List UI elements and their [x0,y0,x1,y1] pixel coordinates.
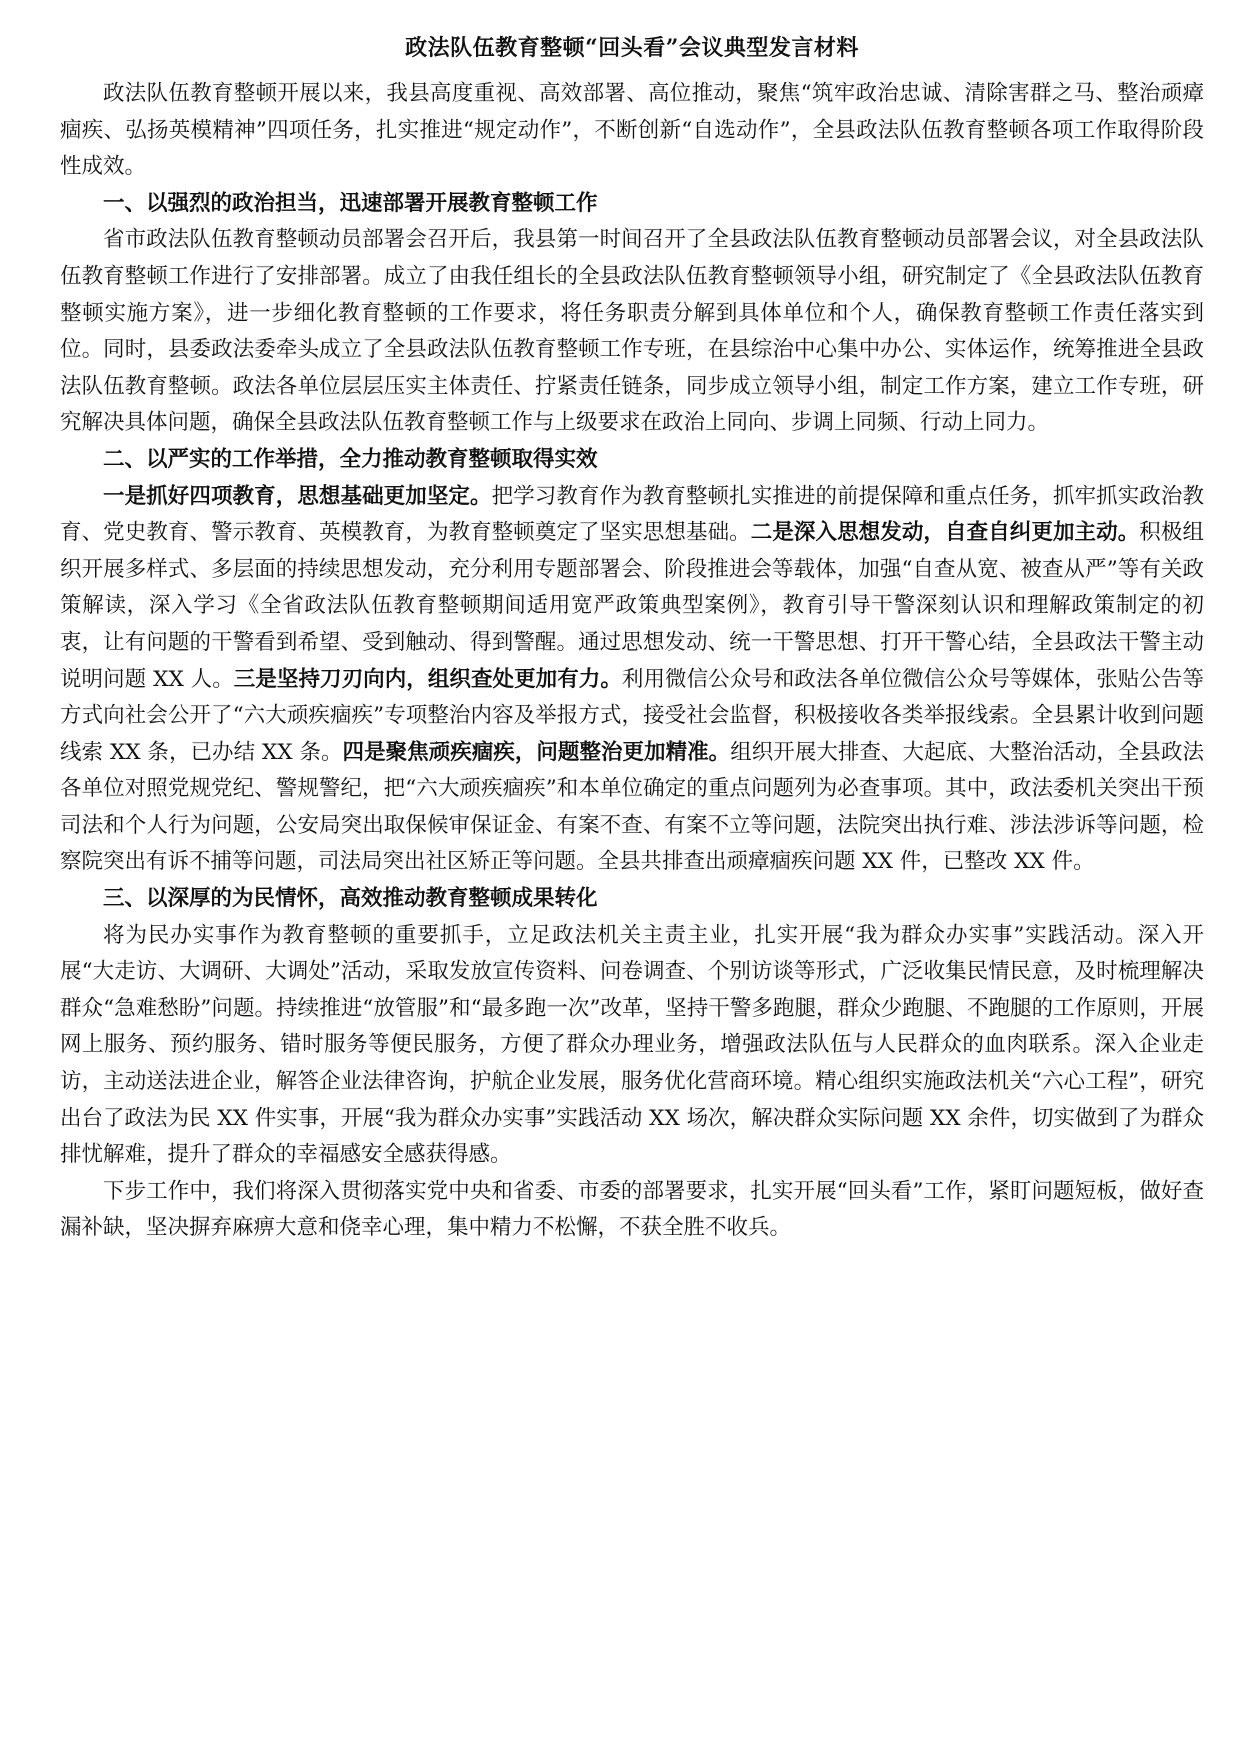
point-2-lead: 二是深入思想发动，自查自纠更加主动。 [750,520,1140,546]
point-4-lead: 四是聚焦顽疾痼疾，问题整治更加精准。 [342,739,731,765]
intro-paragraph: 政法队伍教育整顿开展以来，我县高度重视、高效部署、高位推动，聚焦“筑牢政治忠诚、清除害群之马、整治顽瘴痼疾、弘扬英模精神”四项任务，扎实推进“规定动作”，不断创新“自选动作”，全县政法队伍教育整顿各项工作取得阶段性成效。 [60,81,1204,180]
point-1-lead: 一是抓好四项教育，思想基础更加坚定。 [103,483,492,509]
point-3-lead: 三是坚持刀刃向内，组织查处更加有力。 [233,666,622,692]
section-2-heading: 二、以严实的工作举措，全力推动教育整顿取得实效 [103,446,598,472]
closing-paragraph: 下步工作中，我们将深入贯彻落实党中央和省委、市委的部署要求，扎实开展“回头看”工作，紧盯问题短板，做好查漏补缺，坚决摒弃麻痹大意和侥幸心理，集中精力不松懈，不获全胜不收兵。 [60,1178,1204,1241]
document-title: 政法队伍教育整顿“回头看”会议典型发言材料 [405,35,859,61]
section-1-heading: 一、以强烈的政治担当，迅速部署开展教育整顿工作 [103,190,598,216]
section-2-paragraph [60,479,1204,882]
point-4-text: 组织开展大排查、大起底、大整治活动，全县政法各单位对照党规党纪、警规警纪，把“六大顽疾痼疾”和本单位确定的重点问题列为必查事项。其中，政法委机关突出干预司法和个人行为问题，公安局突出取保候审保证金、有案不查、有案不立等问题，法院突出执行难、涉法涉诉等问题，检察院突出有诉不捕等问题，司法局突出社区矫正等问题。全县共排查出顽瘴痼疾问题 XX 件，已整改 XX 件。 [60,739,1204,875]
section-1-paragraph: 省市政法队伍教育整顿动员部署会召开后，我县第一时间召开了全县政法队伍教育整顿动员部署会议，对全县政法队伍教育整顿工作进行了安排部署。成立了由我任组长的全县政法队伍教育整顿领导小组，研究制定了《全县政法队伍教育整顿实施方案》，进一步细化教育整顿的工作要求，将任务职责分解到具体单位和个人，确保教育整顿工作责任落实到位。同时，县委政法委牵头成立了全县政法队伍教育整顿工作专班，在县综治中心集中办公、实体运作，统筹推进全县政法队伍教育整顿。政法各单位层层压实主体责任、拧紧责任链条，同步成立领导小组，制定工作方案，建立工作专班，研究解决具体问题，确保全县政法队伍教育整顿工作与上级要求在政治上同向、步调上同频、行动上同力。 [60,227,1204,436]
point-2-text: 积极组织开展多样式、多层面的持续思想发动，充分利用专题部署会、阶段推进会等载体，加强“自查从宽、被查从严”等有关政策解读，深入学习《全省政法队伍教育整顿期间适用宽严政策典型案例》，教育引导干警深刻认识和理解政策制定的初衷，让有问题的干警看到希望、受到触动、得到警醒。通过思想发动、统一干警思想、打开干警心结，全县政法干警主动说明问题 XX 人。 [60,520,1204,692]
point-1-text: 把学习教育作为教育整顿扎实推进的前提保障和重点任务，抓牢抓实政治教育、党史教育、警示教育、英模教育，为教育整顿奠定了坚实思想基础。 [60,483,1204,546]
section-3-paragraph: 将为民办实事作为教育整顿的重要抓手，立足政法机关主责主业，扎实开展“我为群众办实事”实践活动。深入开展“大走访、大调研、大调处”活动，采取发放宣传资料、问卷调查、个别访谈等形式，广泛收集民情民意，及时梳理解决群众“急难愁盼”问题。持续推进“放管服”和“最多跑一次”改革，坚持干警多跑腿，群众少跑腿、不跑腿的工作原则，开展网上服务、预约服务、错时服务等便民服务，方便了群众办理业务，增强政法队伍与人民群众的血肉联系。深入企业走访，主动送法进企业，解答企业法律咨询，护航企业发展，服务优化营商环境。精心组织实施政法机关“六心工程”，研究出台了政法为民 XX 件实事，开展“我为群众办实事”实践活动 XX 场次，解决群众实际问题 XX 余件，切实做到了为群众排忧解难，提升了群众的幸福感安全感获得感。 [60,922,1204,1168]
document-page [60,28,1204,1247]
point-3-text: 利用微信公众号和政法各单位微信公众号等媒体，张贴公告等方式向社会公开了“六大顽疾痼疾”专项整治内容及举报方式，接受社会监督，积极接收各类举报线索。全县累计收到问题线索 XX 条，已办结 XX 条。 [60,666,1204,765]
section-3-heading: 三、以深厚的为民情怀，高效推动教育整顿成果转化 [103,886,598,912]
